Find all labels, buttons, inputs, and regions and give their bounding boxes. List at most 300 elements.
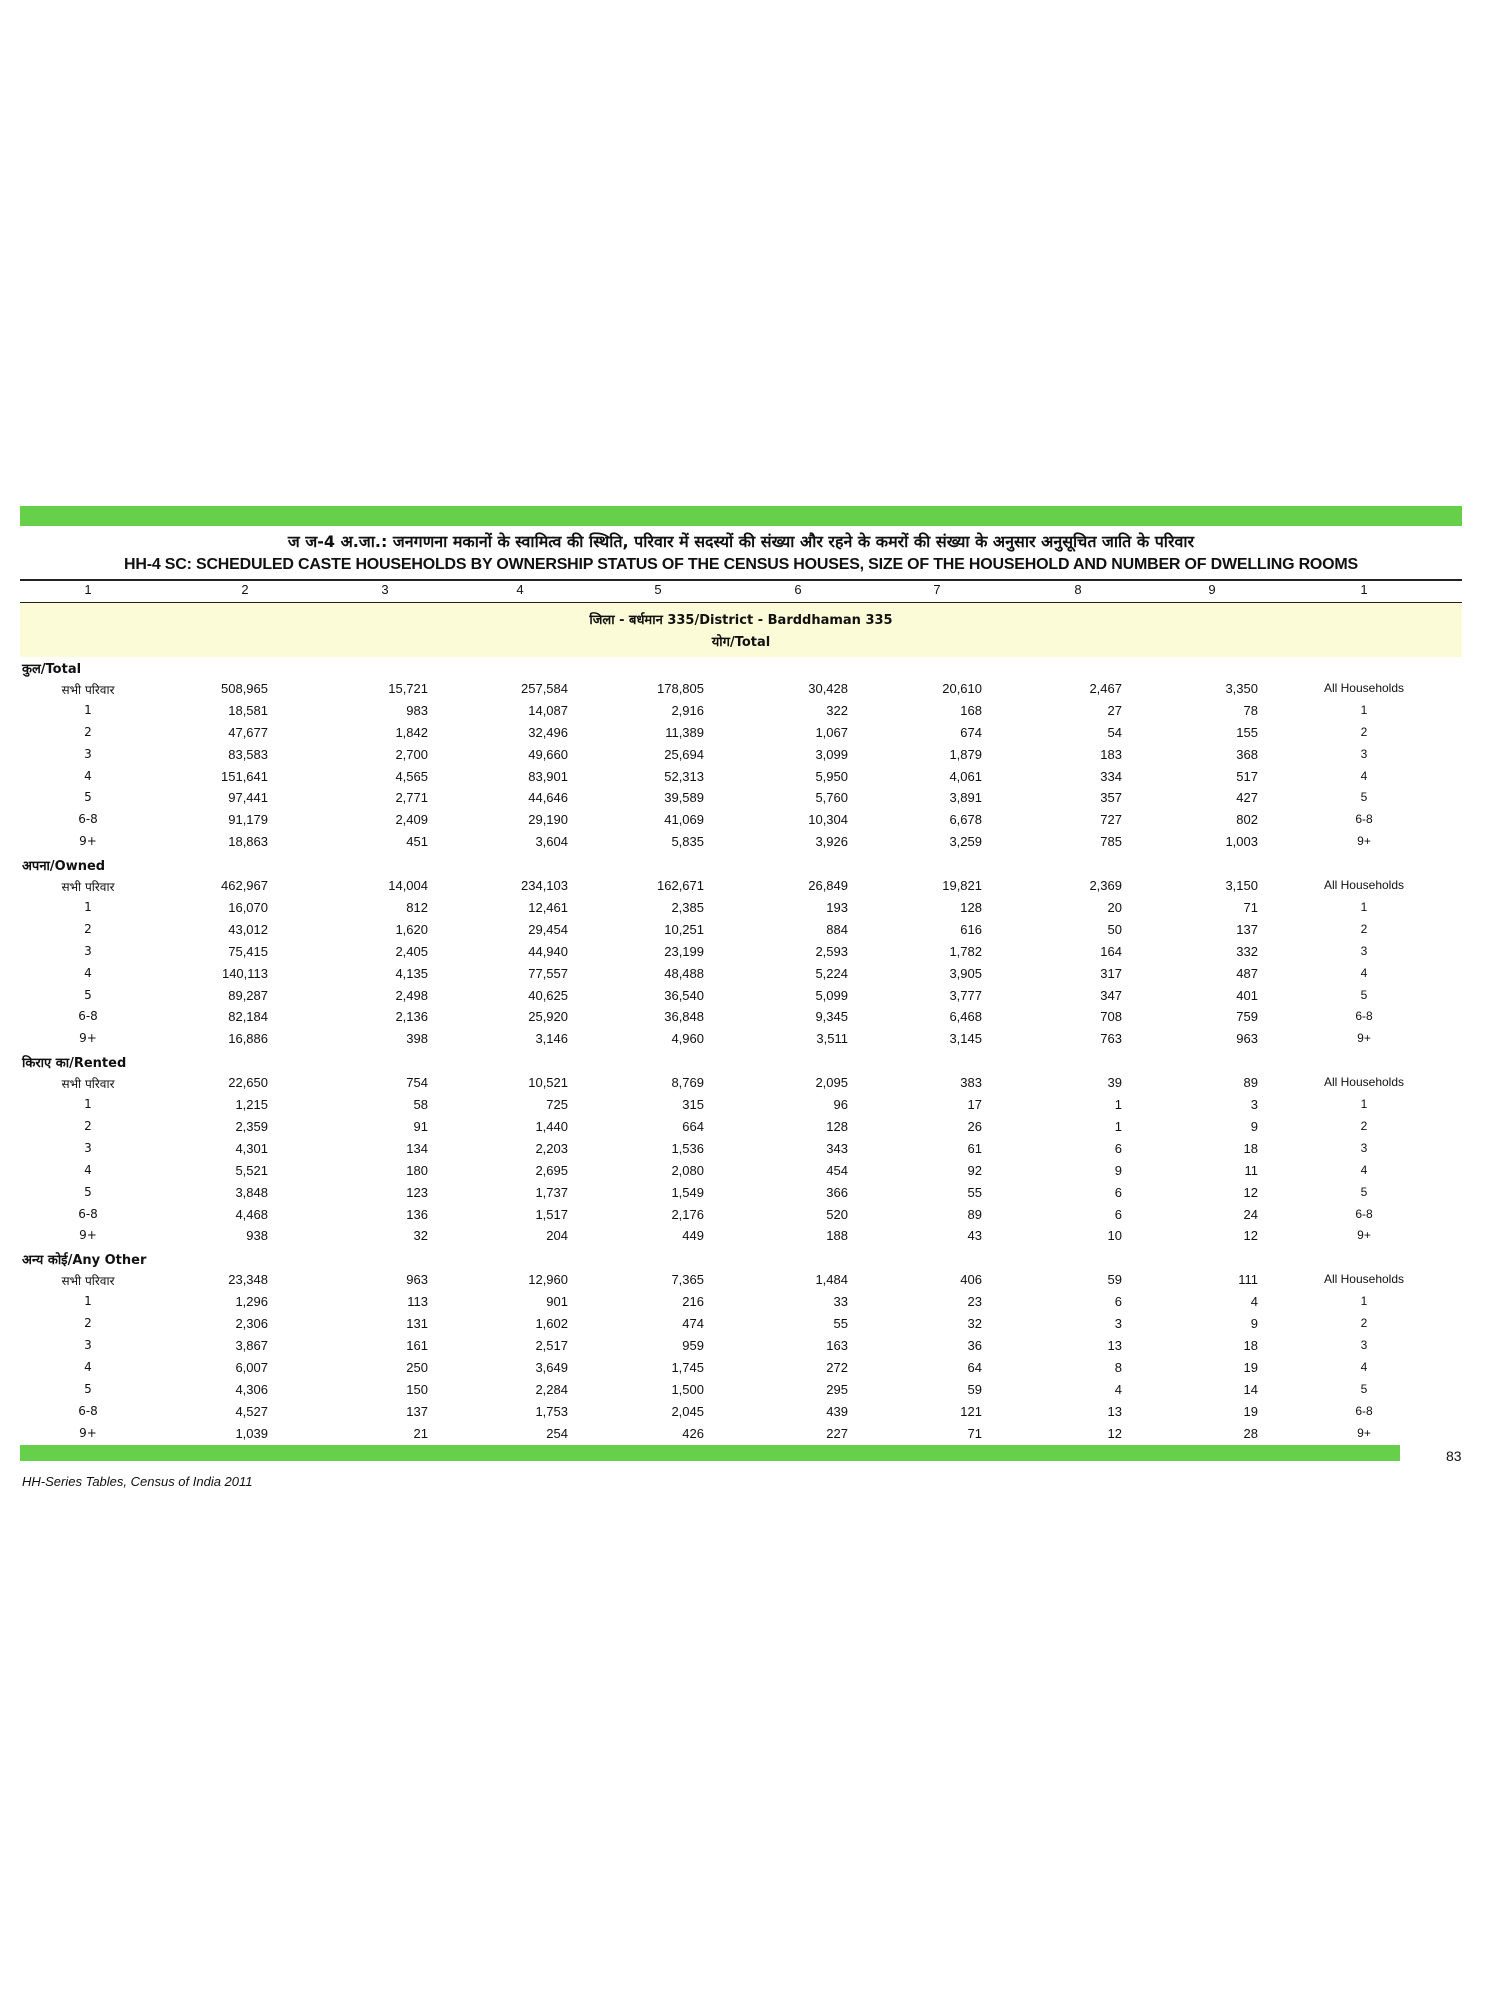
table-cell: 4,527 (235, 1403, 268, 1419)
table-cell: 4,468 (235, 1206, 268, 1222)
table-cell: 366 (826, 1184, 848, 1200)
table-cell: 2,284 (535, 1381, 568, 1397)
table-cell: 12,960 (528, 1272, 568, 1288)
top-green-bar (20, 506, 1462, 526)
table-cell: 4,565 (395, 768, 428, 784)
table-cell: 234,103 (521, 878, 568, 893)
table-cell: 10,521 (528, 1075, 568, 1091)
table-row (0, 1360, 1500, 1380)
row-label: 5 (84, 790, 92, 805)
table-cell: 3,649 (535, 1359, 568, 1375)
bottom-green-bar (20, 1445, 1400, 1461)
table-cell: 54 (1107, 724, 1122, 740)
table-cell: 3,905 (949, 965, 982, 981)
row-label: 3 (84, 943, 92, 958)
table-cell: 1,737 (535, 1184, 568, 1200)
row-label: 5 (84, 987, 92, 1002)
table-cell: 161 (406, 1337, 428, 1353)
table-cell: 47,677 (228, 724, 268, 740)
table-cell: 111 (1238, 1272, 1258, 1288)
table-cell: 5,835 (671, 834, 704, 850)
table-cell: 406 (960, 1272, 982, 1288)
column-number: 8 (1074, 582, 1082, 597)
table-cell: 1,745 (671, 1359, 704, 1375)
table-row (0, 1207, 1500, 1227)
table-cell: 763 (1100, 1031, 1122, 1047)
table-cell: 15,721 (388, 680, 428, 696)
table-cell: 1,879 (949, 746, 982, 762)
row-label: सभी परिवार (61, 1274, 115, 1289)
table-cell: 22,650 (228, 1075, 268, 1091)
table-cell: 71 (1243, 899, 1258, 915)
table-cell: 1,296 (235, 1294, 268, 1310)
table-cell: 33 (833, 1294, 848, 1310)
table-cell: 3,511 (816, 1031, 848, 1047)
table-cell: 13 (1107, 1403, 1122, 1419)
table-cell: 272 (826, 1359, 848, 1375)
table-cell: 315 (682, 1097, 704, 1112)
table-cell: 959 (682, 1337, 704, 1353)
row-label: 4 (84, 1359, 92, 1374)
column-number: 6 (794, 582, 802, 597)
table-cell: 32,496 (528, 724, 568, 740)
table-cell: 983 (406, 702, 428, 718)
table-cell: 183 (1100, 746, 1122, 762)
table-cell: 137 (1236, 921, 1258, 937)
table-row (0, 1141, 1500, 1161)
table-cell: 83,583 (228, 746, 268, 762)
district-label: जिला - बर्धमान 335/District - Barddhaman 335 (589, 613, 893, 628)
table-cell: 131 (406, 1316, 428, 1331)
row-label-english: 3 (1360, 1337, 1368, 1352)
row-label: 2 (84, 1316, 92, 1330)
table-cell: 216 (682, 1294, 704, 1310)
table-cell: 24 (1243, 1206, 1258, 1222)
table-cell: 5,950 (815, 768, 848, 784)
row-label: 6-8 (78, 1009, 98, 1024)
table-cell: 18,581 (228, 702, 268, 718)
table-row (0, 1009, 1500, 1029)
row-label-english: 2 (1360, 921, 1368, 936)
table-cell: 16,886 (228, 1031, 268, 1047)
row-label: 1 (84, 1097, 92, 1111)
table-row (0, 1075, 1500, 1095)
table-row (0, 769, 1500, 789)
table-cell: 150 (406, 1381, 428, 1397)
table-row (0, 988, 1500, 1008)
table-row (0, 944, 1500, 964)
table-row (0, 878, 1500, 898)
table-cell: 18 (1243, 1140, 1258, 1156)
table-cell: 6 (1114, 1206, 1122, 1222)
table-cell: 61 (967, 1140, 982, 1156)
table-row (0, 1031, 1500, 1051)
table-cell: 30,428 (808, 680, 848, 696)
row-label: 4 (84, 1162, 92, 1177)
table-cell: 343 (826, 1140, 848, 1156)
table-cell: 50 (1107, 921, 1122, 937)
table-row (0, 725, 1500, 745)
table-cell: 2,095 (815, 1075, 848, 1091)
column-number: 1 (1360, 582, 1368, 597)
table-row (0, 1338, 1500, 1358)
table-cell: 1,549 (671, 1184, 704, 1200)
table-cell: 188 (826, 1228, 848, 1244)
section-label: कुल/Total (22, 662, 82, 677)
table-cell: 2,136 (395, 1009, 428, 1025)
table-cell: 39,589 (664, 790, 704, 806)
table-cell: 82,184 (228, 1009, 268, 1025)
row-label-english: 5 (1360, 1381, 1368, 1396)
table-cell: 1,536 (671, 1140, 704, 1156)
table-cell: 754 (406, 1075, 428, 1091)
row-label-english: 2 (1360, 724, 1368, 739)
table-cell: 963 (406, 1272, 428, 1288)
table-cell: 25,694 (664, 746, 704, 762)
row-label: 5 (84, 1381, 92, 1396)
table-row (0, 1185, 1500, 1205)
table-cell: 14,004 (388, 878, 428, 893)
table-cell: 55 (833, 1316, 848, 1331)
table-cell: 32 (967, 1316, 982, 1331)
table-cell: 19,821 (942, 878, 982, 893)
title-hindi: ज ज-4 अ.जा.: जनगणना मकानों के स्वामित्व की स्थिति, परिवार में सदस्यों की संख्या और रहने के कमरों की संख्या के अनुसार अनुसूचित जाति के परिवार (287, 532, 1195, 551)
table-cell: 439 (826, 1403, 848, 1419)
table-cell: 36,848 (664, 1009, 704, 1025)
row-label-english: 2 (1360, 1118, 1368, 1133)
row-label: 2 (84, 724, 92, 739)
row-label-english: 6-8 (1355, 812, 1373, 827)
table-cell: 52,313 (664, 768, 704, 784)
table-cell: 134 (406, 1140, 428, 1156)
table-row (0, 1097, 1500, 1117)
table-cell: 368 (1236, 746, 1258, 762)
row-label-english: 1 (1360, 899, 1368, 914)
table-row (0, 681, 1500, 701)
row-label: 4 (84, 965, 92, 980)
table-cell: 2,771 (395, 790, 428, 806)
table-row (0, 747, 1500, 767)
table-cell: 6 (1114, 1184, 1122, 1200)
table-cell: 383 (960, 1075, 982, 1091)
row-label: सभी परिवार (61, 880, 115, 894)
table-cell: 21 (413, 1425, 428, 1441)
row-label-english: 6-8 (1355, 1403, 1373, 1418)
table-cell: 2,467 (1089, 680, 1122, 696)
table-cell: 168 (960, 702, 982, 718)
table-cell: 6,007 (235, 1359, 268, 1375)
table-cell: 257,584 (521, 680, 568, 696)
table-cell: 2,405 (395, 943, 428, 959)
table-cell: 121 (960, 1403, 982, 1419)
table-row (0, 1228, 1500, 1248)
table-cell: 1,782 (949, 943, 982, 959)
title-english: HH-4 SC: SCHEDULED CASTE HOUSEHOLDS BY OWNERSHIP STATUS OF THE CENSUS HOUSES, SIZE OF THE HOUSEHOLD AND NUMBER OF DWELLING ROOMS (123, 556, 1359, 573)
row-label-english: All Households (1323, 1272, 1405, 1287)
table-cell: 162,671 (657, 878, 704, 893)
table-cell: 812 (406, 899, 428, 915)
table-cell: 347 (1100, 987, 1122, 1003)
table-cell: 426 (682, 1425, 704, 1441)
table-cell: 2,306 (235, 1316, 268, 1331)
footer-text: HH-Series Tables, Census of India 2011 (22, 1474, 253, 1489)
table-row (0, 703, 1500, 723)
table-cell: 357 (1100, 790, 1122, 806)
table-cell: 55 (967, 1184, 982, 1200)
table-cell: 2,385 (671, 899, 704, 915)
row-label-english: 4 (1360, 1359, 1368, 1374)
row-label: 9+ (79, 834, 97, 849)
page-number: 83 (1446, 1448, 1462, 1464)
table-cell: 3,926 (815, 834, 848, 850)
table-row (0, 790, 1500, 810)
table-cell: 96 (833, 1097, 848, 1112)
table-row (0, 922, 1500, 942)
table-cell: 451 (406, 834, 428, 850)
table-cell: 2,498 (395, 987, 428, 1003)
table-cell: 322 (826, 702, 848, 718)
table-cell: 7,365 (671, 1272, 704, 1288)
row-label-english: 1 (1360, 1097, 1368, 1111)
table-cell: 89 (967, 1206, 982, 1222)
table-cell: 26 (967, 1118, 982, 1134)
table-cell: 3,259 (949, 834, 982, 850)
row-label: 1 (84, 899, 92, 914)
table-cell: 727 (1100, 812, 1122, 828)
table-cell: 9 (1250, 1118, 1258, 1134)
table-cell: 91,179 (228, 812, 268, 828)
table-cell: 123 (406, 1184, 428, 1200)
row-label-english: 5 (1360, 987, 1368, 1002)
table-cell: 3,099 (815, 746, 848, 762)
table-cell: 180 (406, 1162, 428, 1178)
table-cell: 92 (967, 1162, 982, 1178)
table-cell: 6,468 (949, 1009, 982, 1025)
table-cell: 938 (246, 1228, 268, 1244)
table-cell: 40,625 (528, 987, 568, 1003)
table-cell: 25,920 (528, 1009, 568, 1025)
table-cell: 29,190 (528, 812, 568, 828)
table-row (0, 900, 1500, 920)
table-cell: 14,087 (528, 702, 568, 718)
table-cell: 454 (826, 1162, 848, 1178)
table-cell: 3 (1250, 1097, 1258, 1112)
column-number: 5 (654, 582, 662, 597)
table-cell: 334 (1100, 768, 1122, 784)
column-number: 2 (241, 582, 249, 597)
table-cell: 427 (1236, 790, 1258, 806)
table-cell: 1,842 (395, 724, 428, 740)
column-number: 3 (381, 582, 389, 597)
table-cell: 178,805 (657, 680, 704, 696)
table-cell: 1,440 (535, 1118, 568, 1134)
table-row (0, 1272, 1500, 1292)
row-label: 9+ (79, 1425, 97, 1440)
table-cell: 664 (682, 1118, 704, 1134)
table-cell: 18,863 (228, 834, 268, 850)
table-cell: 44,940 (528, 943, 568, 959)
table-cell: 23 (967, 1294, 982, 1310)
table-cell: 4,061 (949, 768, 982, 784)
table-cell: 9,345 (815, 1009, 848, 1025)
table-cell: 140,113 (221, 965, 268, 981)
table-cell: 2,359 (235, 1118, 268, 1134)
row-label-english: 1 (1360, 1294, 1368, 1309)
table-cell: 2,695 (535, 1162, 568, 1178)
table-cell: 136 (406, 1206, 428, 1222)
table-cell: 59 (1107, 1272, 1122, 1288)
table-cell: 48,488 (664, 965, 704, 981)
table-row (0, 1163, 1500, 1183)
column-number: 7 (933, 582, 941, 597)
table-row (0, 834, 1500, 854)
table-cell: 91 (413, 1118, 428, 1134)
table-cell: 3 (1114, 1316, 1122, 1331)
row-label: सभी परिवार (61, 1077, 115, 1092)
table-cell: 20,610 (942, 680, 982, 696)
row-label-english: 1 (1360, 702, 1368, 717)
table-cell: 155 (1236, 724, 1258, 740)
table-cell: 19 (1243, 1403, 1258, 1419)
table-cell: 1,753 (535, 1403, 568, 1419)
row-label: 2 (84, 921, 92, 936)
table-cell: 2,045 (671, 1403, 704, 1419)
table-row (0, 1119, 1500, 1139)
table-row (0, 966, 1500, 986)
table-cell: 36,540 (664, 987, 704, 1003)
table-cell: 128 (826, 1118, 848, 1134)
column-number: 4 (516, 582, 524, 597)
table-row (0, 1426, 1500, 1446)
table-cell: 2,916 (671, 702, 704, 718)
table-row (0, 1382, 1500, 1402)
table-cell: 41,069 (664, 812, 704, 828)
table-cell: 39 (1107, 1075, 1122, 1091)
table-cell: 9 (1114, 1162, 1122, 1178)
row-label-english: 9+ (1357, 1031, 1371, 1046)
row-label: 3 (84, 1140, 92, 1155)
row-label-english: 3 (1360, 746, 1368, 761)
table-cell: 11,389 (665, 724, 704, 740)
table-cell: 12 (1243, 1184, 1258, 1200)
table-cell: 8 (1114, 1359, 1122, 1375)
table-cell: 725 (546, 1097, 568, 1112)
table-cell: 2,409 (395, 812, 428, 828)
table-cell: 2,700 (395, 746, 428, 762)
table-cell: 1 (1114, 1097, 1122, 1112)
table-cell: 295 (826, 1381, 848, 1397)
table-cell: 2,176 (671, 1206, 704, 1222)
table-cell: 254 (546, 1425, 568, 1441)
row-label: 2 (84, 1118, 92, 1133)
row-label-english: 4 (1360, 965, 1368, 980)
table-cell: 785 (1100, 834, 1122, 850)
table-cell: 2,593 (815, 943, 848, 959)
table-cell: 4,135 (395, 965, 428, 981)
table-cell: 3,848 (235, 1184, 268, 1200)
table-cell: 97,441 (228, 790, 268, 806)
section-label: किराए का/Rented (22, 1056, 127, 1072)
table-row (0, 1316, 1500, 1336)
row-label-english: 4 (1360, 1162, 1368, 1177)
table-cell: 1,215 (235, 1097, 268, 1112)
table-cell: 963 (1236, 1031, 1258, 1047)
table-cell: 2,517 (535, 1337, 568, 1353)
table-cell: 163 (826, 1337, 848, 1353)
table-cell: 12,461 (528, 899, 568, 915)
table-cell: 77,557 (528, 965, 568, 981)
table-cell: 78 (1243, 702, 1258, 718)
table-cell: 10,251 (664, 921, 704, 937)
row-label-english: 5 (1360, 790, 1368, 805)
row-label: 1 (84, 1294, 92, 1309)
table-cell: 708 (1100, 1009, 1122, 1025)
table-cell: 20 (1107, 899, 1122, 915)
table-cell: 71 (967, 1425, 982, 1441)
table-cell: 10 (1107, 1228, 1122, 1244)
row-label-english: 3 (1360, 943, 1368, 958)
table-cell: 474 (682, 1316, 704, 1331)
row-label: 6-8 (78, 812, 98, 827)
table-cell: 884 (826, 921, 848, 937)
table-cell: 17 (967, 1097, 982, 1112)
table-cell: 6 (1114, 1294, 1122, 1310)
table-cell: 3,146 (535, 1031, 568, 1047)
table-cell: 250 (406, 1359, 428, 1375)
table-cell: 137 (406, 1403, 428, 1419)
table-cell: 3,150 (1225, 878, 1258, 893)
row-label: सभी परिवार (61, 682, 115, 697)
table-cell: 29,454 (528, 921, 568, 937)
table-cell: 1,620 (395, 921, 428, 937)
table-cell: 462,967 (221, 878, 268, 893)
table-cell: 128 (960, 899, 982, 915)
table-cell: 2,203 (535, 1140, 568, 1156)
table-cell: 401 (1236, 987, 1258, 1003)
table-cell: 164 (1100, 943, 1122, 959)
table-cell: 759 (1236, 1009, 1258, 1025)
column-number: 1 (84, 582, 92, 597)
table-cell: 36 (967, 1337, 982, 1353)
table-cell: 58 (413, 1097, 428, 1112)
table-cell: 12 (1107, 1425, 1122, 1441)
table-cell: 901 (546, 1294, 568, 1310)
row-label: 6-8 (78, 1403, 98, 1418)
table-cell: 6,678 (949, 812, 982, 828)
table-cell: 23,348 (228, 1272, 268, 1288)
table-cell: 2,080 (671, 1162, 704, 1178)
row-label-english: 3 (1360, 1140, 1368, 1155)
row-label-english: 9+ (1357, 834, 1371, 849)
table-cell: 28 (1243, 1425, 1258, 1441)
table-cell: 4,301 (235, 1140, 268, 1156)
table-cell: 3,145 (949, 1031, 982, 1047)
table-cell: 5,760 (815, 790, 848, 806)
row-label-english: All Households (1323, 680, 1405, 695)
row-label-english: 6-8 (1355, 1009, 1373, 1024)
table-cell: 1,484 (815, 1272, 848, 1288)
table-cell: 3,604 (535, 834, 568, 850)
table-cell: 227 (826, 1425, 848, 1441)
table-cell: 19 (1243, 1359, 1258, 1375)
table-cell: 26,849 (808, 878, 848, 893)
row-label-english: 9+ (1357, 1425, 1371, 1440)
table-cell: 27 (1107, 702, 1122, 718)
table-cell: 5,224 (815, 965, 848, 981)
row-label: 3 (84, 1337, 92, 1352)
row-label: 9+ (79, 1031, 97, 1046)
table-cell: 3,350 (1225, 680, 1258, 696)
